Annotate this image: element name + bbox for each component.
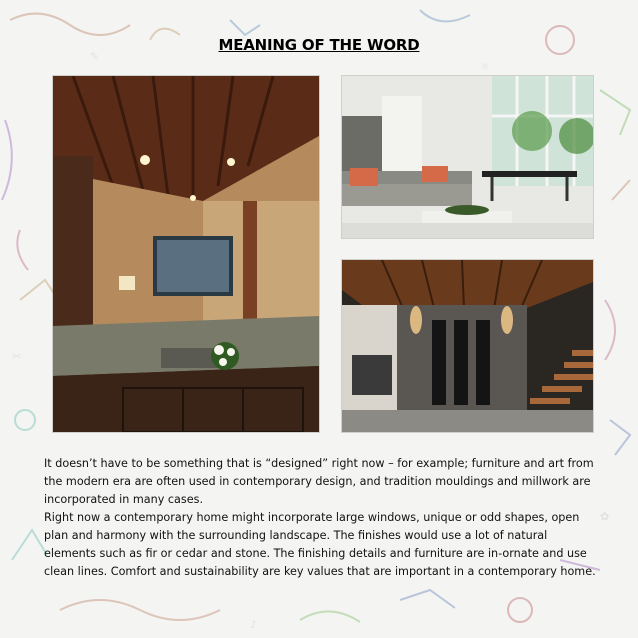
svg-text:✂: ✂ — [12, 350, 22, 363]
svg-text:☼: ☼ — [480, 60, 490, 73]
svg-text:✎: ✎ — [90, 50, 100, 63]
staircase-hallway-photo — [342, 260, 593, 432]
living-dining-room-photo — [342, 76, 593, 238]
body-text — [44, 455, 599, 581]
svg-text:♪: ♪ — [250, 618, 258, 631]
paragraph-1: It doesn’t have to be something that is “designed” right now – for example; furniture and art from the modern era are often used in contemporary design, and tradition mouldings and millwork are incorporated in many cases. — [44, 457, 594, 506]
page-title: MEANING OF THE WORD — [218, 36, 420, 54]
svg-text:✿: ✿ — [600, 510, 610, 523]
kitchen-interior-photo — [53, 76, 319, 432]
paragraph-2: Right now a contemporary home might incorporate large windows, unique or odd shapes, open plan and harmony with the surrounding landscape. The finishes would use a lot of natural elements such as fir or cedar and stone. The finishing details and furniture are in-ornate and use clean lines. Comfort and sustainability are key values that are important in a contemporary home. — [44, 511, 596, 578]
